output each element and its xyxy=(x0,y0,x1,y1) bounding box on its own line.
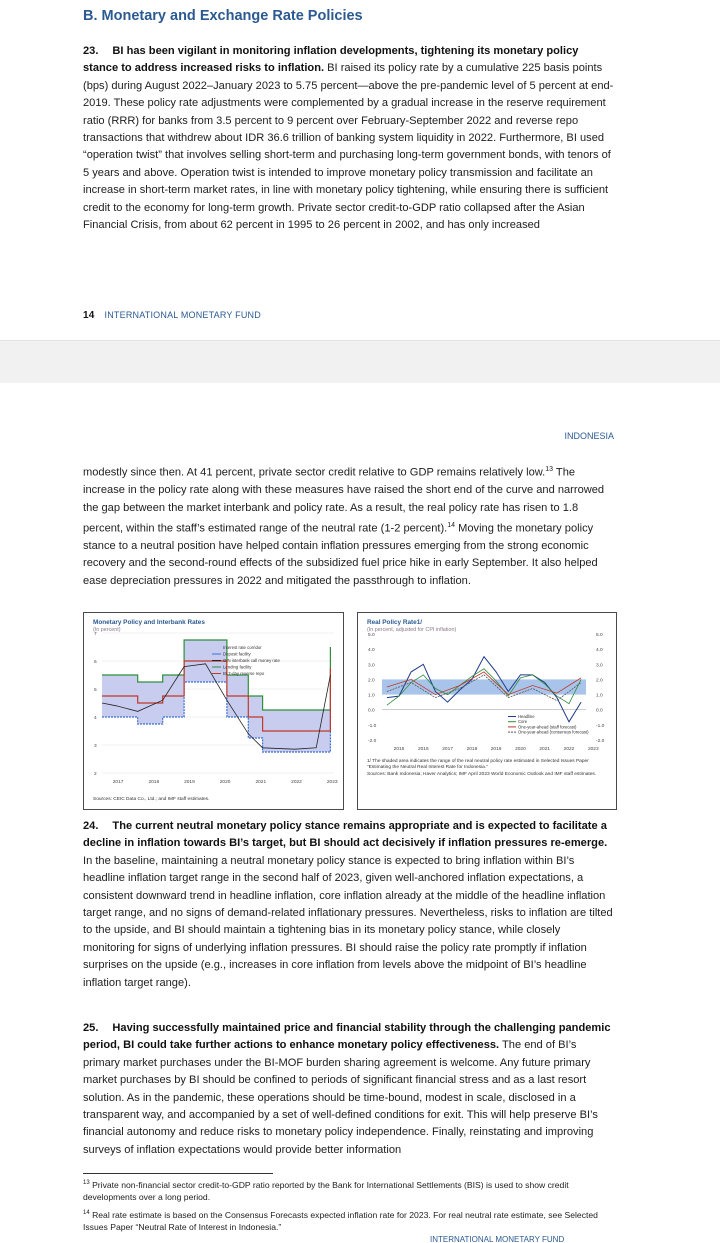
paragraph-number: 23. xyxy=(83,45,99,57)
x-tick-label: 2015 xyxy=(393,747,405,752)
y-tick-label: 6 xyxy=(94,660,97,665)
x-tick-label: 2021 xyxy=(255,780,267,785)
legend-label: Headline xyxy=(518,714,535,719)
x-tick-label: 2023 xyxy=(326,780,338,785)
x-tick-label: 2019 xyxy=(184,780,195,785)
legend-label: Core xyxy=(518,719,528,725)
page-gap xyxy=(0,340,720,384)
x-tick-label: 2019 xyxy=(490,747,502,752)
page-number: 14 xyxy=(83,310,95,321)
x-tick-label: 2017 xyxy=(112,780,124,785)
y-tick-label-right: 4.0 xyxy=(596,648,603,654)
y-tick-label: 4 xyxy=(94,716,97,721)
x-tick-label: 2020 xyxy=(515,747,526,752)
legend-label: BI 7-day reverse repo xyxy=(223,671,265,676)
y-tick-label: 3 xyxy=(94,744,97,749)
legend-label: O/N interbank call money rate xyxy=(223,658,280,663)
chart-source: Sources: CEIC Data Co., Ltd.; and IMF staff estimates. xyxy=(93,797,210,802)
legend-label: Lending facility xyxy=(223,664,252,670)
x-tick-label: 2016 xyxy=(417,747,429,752)
footnote-text: Real rate estimate is based on the Consensus Forecasts expected inflation rate for 2023. For real neutral rate estimate, see Selected Issues Paper “Neutral Rate of Interest in Indonesia.” xyxy=(83,1209,598,1232)
running-head: INDONESIA xyxy=(564,431,614,441)
paragraph-24 xyxy=(83,818,615,992)
chart-title: Real Policy Rate1/ xyxy=(367,619,423,626)
y-tick-label-right: 0.0 xyxy=(596,708,603,714)
section-heading: B. Monetary and Exchange Rate Policies xyxy=(83,8,363,24)
text-part: Moving the monetary policy stance to a neutral position have helped contain inflation pressures emerging from the strong economic recovery and the second-round effects of the subsidized fuel price hike in early September. It also helped ease depreciation pressures in 2022 and mitigated the passthrough to inflation. xyxy=(83,522,598,587)
chart-subtitle: (In percent, adjusted for CPI inflation) xyxy=(367,627,457,633)
y-tick-label: 3.0 xyxy=(368,663,375,669)
chart-real-policy-rate xyxy=(357,612,617,810)
cut-footer: INTERNATIONAL MONETARY FUND xyxy=(430,1235,565,1243)
y-tick-label-right: 5.0 xyxy=(596,633,603,638)
chart-note: 1/ The shaded area indicates the range of the real neutral policy rate estimated in Selected Issues Paper “Estimating the Neutral Real Interest Rate for Indonesia.” xyxy=(367,759,589,771)
footnote-ref[interactable]: 13 xyxy=(545,466,554,473)
chart-2-plot xyxy=(358,627,616,757)
x-tick-label: 2018 xyxy=(466,747,478,752)
footnote-number: 13 xyxy=(83,1180,90,1186)
y-tick-label-right: 3.0 xyxy=(596,663,603,669)
footer-org: INTERNATIONAL MONETARY FUND xyxy=(104,310,261,320)
y-tick-label: 2.0 xyxy=(368,678,375,684)
continued-paragraph xyxy=(83,461,615,590)
text-part: The increase in the policy rate along with these measures have raised the short end of the curve and narrowed the gap between the market interbank and policy rate. As a result, the real policy rate has risen to 1.8 percent, within the staff’s estimated range of the neutral rate (1-2 percent). xyxy=(83,466,605,535)
y-tick-label-right: -1.0 xyxy=(596,723,605,729)
chart-subtitle: (In percent) xyxy=(93,627,121,633)
footnote-ref[interactable]: 14 xyxy=(447,521,456,529)
y-tick-label: 5 xyxy=(94,688,97,693)
y-tick-label: 1.0 xyxy=(368,693,375,699)
y-tick-label: -2.0 xyxy=(368,739,377,744)
chart-title: Monetary Policy and Interbank Rates xyxy=(93,619,205,626)
legend-label: One-year-ahead (staff forecast) xyxy=(518,724,577,730)
x-tick-label: 2018 xyxy=(148,780,160,785)
page-2 xyxy=(0,383,720,1241)
chart-source: Sources: Bank Indonesia; Haver Analytics; IMF April 2023 World Economic Outlook and IMF staff estimates. xyxy=(367,772,597,777)
y-tick-label: 4.0 xyxy=(368,648,375,654)
footnote-13 xyxy=(83,1177,615,1203)
legend-label: Deposit facility xyxy=(223,651,251,657)
y-tick-label: 0.0 xyxy=(368,708,375,714)
footnote-rule xyxy=(83,1173,273,1174)
chart-monetary-policy-rates xyxy=(83,612,344,810)
y-tick-label: 7 xyxy=(94,632,97,637)
x-tick-label: 2017 xyxy=(442,747,453,752)
y-tick-label-right: 1.0 xyxy=(596,693,603,699)
x-tick-label: 2021 xyxy=(539,747,551,752)
footnote-number: 14 xyxy=(83,1210,90,1216)
paragraph-25 xyxy=(83,1020,615,1159)
x-tick-label: 2022 xyxy=(291,780,302,785)
legend-label: Interest rate corridor xyxy=(223,645,262,650)
footnote-14 xyxy=(83,1207,615,1233)
chart-1-plot xyxy=(84,627,343,797)
paragraph-23 xyxy=(83,43,615,234)
text-part: modestly since then. At 41 percent, private sector credit relative to GDP remains relatively low. xyxy=(83,466,546,479)
paragraph-body: The end of BI’s primary market purchases under the BI-MOF burden sharing agreement is welcome. Any future primary market purchases by BI should be confined to periods of significant financial stress and as a last resort solution. As in the pandemic, these operations should be time-bound, modest in scale, disclosed in a transparent way, and accompanied by a set of well-defined conditions for exit. This will help preserve BI’s financial autonomy and reduce risks to monetary policy independence. Finally, reinstating and improving surveys of inflation expectations would provide better information xyxy=(83,1039,598,1156)
y-tick-label: 5.0 xyxy=(368,633,375,638)
y-tick-label-right: 2.0 xyxy=(596,678,603,684)
paragraph-lead: BI has been vigilant in monitoring inflation developments, tightening its monetary policy stance to address increased risks to inflation. xyxy=(83,45,579,75)
paragraph-body: BI raised its policy rate by a cumulative 225 basis points (bps) during August 2022–January 2023 to 5.75 percent—above the pre-pandemic level of 5 percent at end-2019. These policy rate adjustments were complemented by a gradual increase in the reserve requirement ratio (RRR) for banks from 3.5 percent to 9 percent over February-September 2022 and reverse repo transactions that withdrew about IDR 36.6 trillion of banking system liquidity in 2022. Furthermore, BI used “operation twist” that involves selling short-term and purchasing long-term government bonds, with tenors of 5 years and above. Operation twist is intended to improve monetary policy transmission and facilitate an increase in short-term market rates, in line with monetary policy tightening, while ensuring there is sufficient credit to the economy for long-term growth. Private sector credit-to-GDP ratio collapsed after the Asian Financial Crisis, from about 62 percent in 1995 to 26 percent in 2002, and has only increased xyxy=(83,62,614,232)
page-1 xyxy=(0,0,720,340)
y-tick-label: 2 xyxy=(94,772,97,777)
paragraph-number: 25. xyxy=(83,1022,99,1034)
paragraph-number: 24. xyxy=(83,820,99,832)
x-tick-label: 2023 xyxy=(587,747,599,752)
x-tick-label: 2020 xyxy=(219,780,231,785)
y-tick-label-right: -2.0 xyxy=(596,739,605,744)
paragraph-lead: Having successfully maintained price and financial stability through the challenging pandemic period, BI could take further actions to enhance monetary policy effectiveness. xyxy=(83,1022,611,1052)
paragraph-lead: The current neutral monetary policy stance remains appropriate and is expected to facilitate a decline in inflation towards BI’s target, but BI should act decisively if inflation pressures re-emerge. xyxy=(83,820,608,850)
paragraph-body: In the baseline, maintaining a neutral monetary policy stance is expected to bring inflation within BI’s headline inflation target range in the second half of 2023, given well-anchored inflation expectations, a consistent downward trend in headline inflation, core inflation already at the middle of the headline inflation target range, and no signs of demand-related inflationary pressures. Nevertheless, risks to inflation are tilted to the upside, and BI should maintain a tightening bias in its monetary policy stance, while closely monitoring for signs of underlying inflation pressures. BI should raise the policy rate promptly if inflation surprises on the upside (e.g., increases in core inflation from levels above the midpoint of BI’s headline inflation target range). xyxy=(83,854,613,989)
legend-swatch xyxy=(212,646,221,649)
x-tick-label: 2022 xyxy=(563,747,575,752)
y-tick-label: -1.0 xyxy=(368,723,377,729)
page-footer xyxy=(83,310,261,321)
footnote-text: Private non-financial sector credit-to-GDP ratio reported by the Bank for International Settlements (BIS) is used to show credit developments over a long period. xyxy=(83,1179,569,1202)
legend-label: One-year-ahead (consensus forecast) xyxy=(518,729,589,735)
